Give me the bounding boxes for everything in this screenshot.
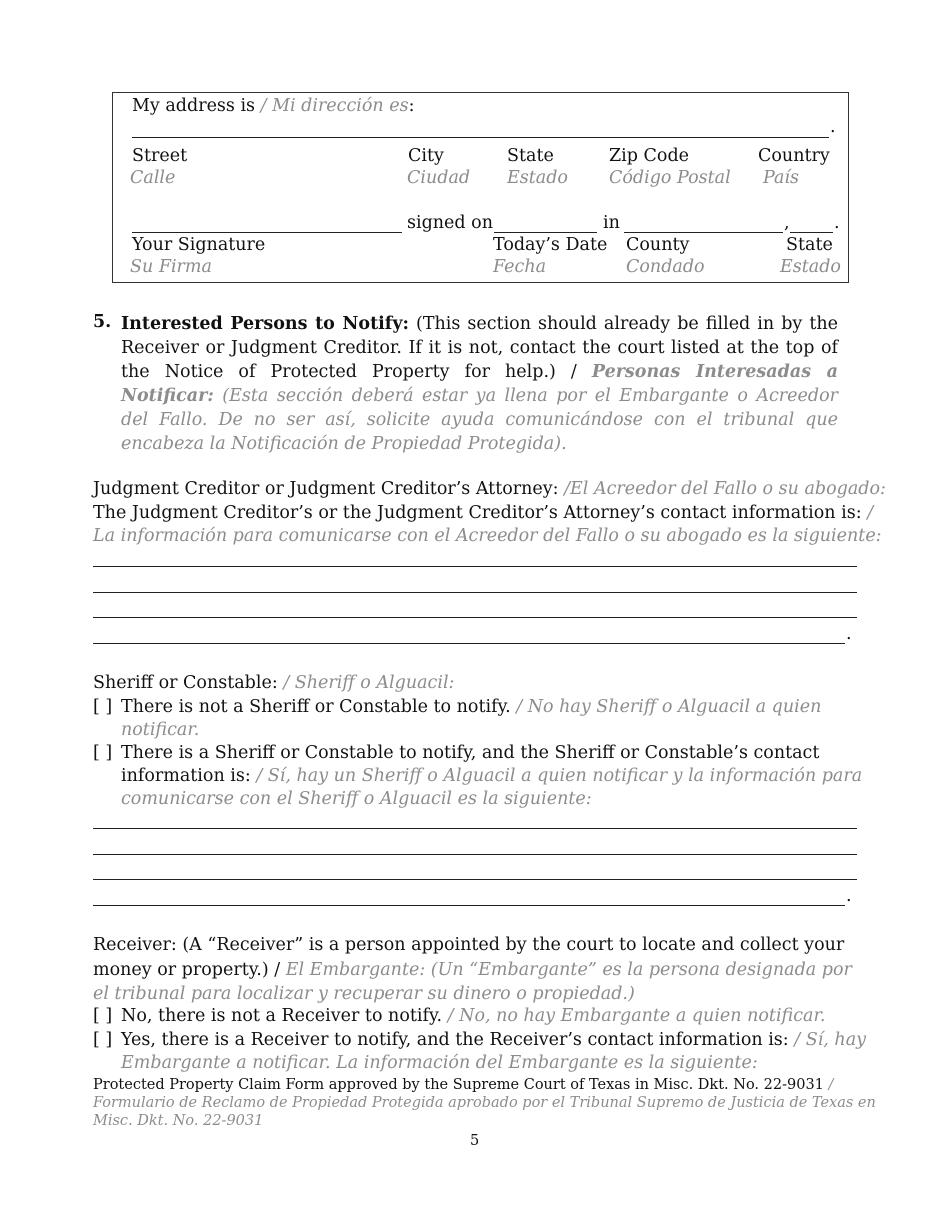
- creditor-label: Judgment Creditor or Judgment Creditor’s Attorney: /El Acreedor del Fallo o su abogado:: [93, 479, 886, 499]
- sheriff-option1-checkbox[interactable]: [ ]: [93, 697, 113, 717]
- section-number: 5.: [93, 312, 112, 332]
- creditor-blank-line[interactable]: [93, 643, 845, 644]
- address-label-es: / Mi dirección es: [260, 96, 409, 116]
- zip-label: Zip Code: [609, 146, 690, 166]
- sheriff-option2-checkbox[interactable]: [ ]: [93, 743, 113, 763]
- section5-title: Interested Persons to Notify:: [121, 314, 409, 334]
- section5-title-es: Personas Interesadas a Notificar:: [121, 362, 838, 406]
- county-label: County: [626, 235, 690, 255]
- state-label: State: [507, 146, 554, 166]
- country-label-es: País: [763, 168, 799, 188]
- date-label-es: Fecha: [493, 257, 547, 277]
- signature-blank-line[interactable]: [132, 232, 402, 233]
- creditor-blank-line[interactable]: [93, 566, 857, 567]
- receiver-option1-text: No, there is not a Receiver to notify. / No, no hay Embargante a quien notificar.: [121, 1006, 826, 1026]
- street-label: Street: [132, 146, 188, 166]
- receiver-option2-text: Yes, there is a Receiver to notify, and the Receiver’s contact information is: / Sí, hay: [121, 1030, 867, 1050]
- sig-state-label: State: [786, 235, 833, 255]
- sheriff-blank-line[interactable]: [93, 905, 845, 906]
- creditor-contact-label-es: La información para comunicarse con el Acreedor del Fallo o su abogado es la siguiente:: [93, 526, 882, 546]
- state-blank-line[interactable]: [790, 232, 833, 233]
- section5-paragraph: Interested Persons to Notify: (This section should already be filled in by the Receiver or Judgment Creditor. If it is not, contact the court listed at the top of the Notice of Protected Property for help.) / Personas Interesadas a Notificar: (Esta sección deberá estar ya llena por el Embargante o Acreedor del Fallo. De no ser así, solicite ayuda comunicándose con el tribunal que encabeza la Notificación de Propiedad Protegida).: [121, 314, 838, 454]
- country-label: Country: [758, 146, 830, 166]
- address-label-en: My address is: [132, 96, 256, 116]
- receiver-option2-checkbox[interactable]: [ ]: [93, 1030, 113, 1050]
- receiver-intro: Receiver: (A “Receiver” is a person appointed by the court to locate and collect your: [93, 935, 845, 955]
- sheriff-blank-line[interactable]: [93, 828, 857, 829]
- sheriff-blank-line[interactable]: [93, 854, 857, 855]
- zip-label-es: Código Postal: [609, 168, 731, 188]
- sheriff-label: Sheriff or Constable: / Sheriff o Alguacil:: [93, 673, 455, 693]
- city-label-es: Ciudad: [407, 168, 471, 188]
- date-label: Today’s Date: [493, 235, 608, 255]
- signature-label: Your Signature: [132, 235, 266, 255]
- creditor-blank-line[interactable]: [93, 592, 857, 593]
- address-blank-line[interactable]: [132, 137, 829, 138]
- sheriff-blank-line[interactable]: [93, 879, 857, 880]
- address-label: My address is / Mi dirección es:: [132, 96, 415, 116]
- signed-on-text: signed on: [407, 213, 493, 233]
- signature-label-es: Su Firma: [130, 257, 212, 277]
- sig-state-label-es: Estado: [780, 257, 841, 277]
- date-blank-line[interactable]: [494, 232, 597, 233]
- page-number: 5: [470, 1133, 480, 1149]
- creditor-contact-label: The Judgment Creditor’s or the Judgment Creditor’s Attorney’s contact information is: /: [93, 503, 874, 523]
- state-label-es: Estado: [507, 168, 568, 188]
- creditor-blank-line[interactable]: [93, 617, 857, 618]
- county-blank-line[interactable]: [624, 232, 783, 233]
- city-label: City: [408, 146, 444, 166]
- in-text: in: [603, 213, 620, 233]
- county-label-es: Condado: [626, 257, 705, 277]
- street-label-es: Calle: [130, 168, 176, 188]
- sheriff-option2-text: There is a Sheriff or Constable to notify, and the Sheriff or Constable’s contact: [121, 743, 820, 763]
- sheriff-option1-text: There is not a Sheriff or Constable to notify. / No hay Sheriff o Alguacil a quien: [121, 697, 822, 717]
- footer-approval-es: Formulario de Reclamo de Propiedad Protegida aprobado por el Tribunal Supremo de Justicia de Texas en: [93, 1095, 876, 1111]
- receiver-option1-checkbox[interactable]: [ ]: [93, 1006, 113, 1026]
- footer-approval: Protected Property Claim Form approved by the Supreme Court of Texas in Misc. Dkt. No. 22-9031 /: [93, 1077, 834, 1093]
